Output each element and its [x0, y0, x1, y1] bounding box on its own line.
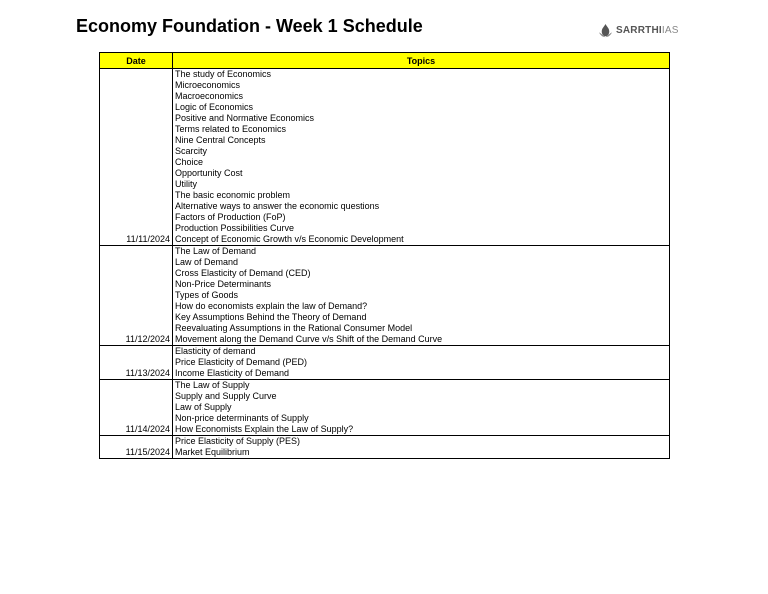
topic-item: Factors of Production (FoP) [175, 212, 286, 222]
topic-item: Income Elasticity of Demand [175, 368, 290, 378]
topic-item: Macroeconomics [175, 91, 244, 101]
column-header-date: Date [100, 53, 173, 69]
topic-item: Nine Central Concepts [175, 135, 266, 145]
topic-item: Price Elasticity of Supply (PES) [175, 436, 301, 446]
logo-text-accent: IAS [661, 25, 679, 36]
date-cell: 11/15/2024 [100, 436, 173, 459]
topic-item: Alternative ways to answer the economic questions [175, 201, 380, 211]
topic-item: Reevaluating Assumptions in the Rational Consumer Model [175, 323, 413, 333]
topic-item: Positive and Normative Economics [175, 113, 315, 123]
topic-item: Non-price determinants of Supply [175, 413, 309, 423]
topic-item: Non-Price Determinants [175, 279, 272, 289]
topic-item: Elasticity of demand [175, 346, 256, 356]
topic-item: Law of Supply [175, 402, 232, 412]
date-cell: 11/13/2024 [100, 346, 173, 380]
topic-item: How do economists explain the law of Demand? [175, 301, 368, 311]
topic-item: The study of Economics [175, 69, 272, 79]
topic-item: Logic of Economics [175, 102, 254, 112]
topic-item: The Law of Supply [175, 380, 250, 390]
topic-item: Terms related to Economics [175, 124, 287, 134]
topic-item: Movement along the Demand Curve v/s Shift of the Demand Curve [175, 334, 443, 344]
page-title: Economy Foundation - Week 1 Schedule [76, 16, 423, 36]
topic-item: The basic economic problem [175, 190, 291, 200]
date-cell: 11/14/2024 [100, 380, 173, 436]
topics-cell [173, 346, 670, 380]
topic-item: Price Elasticity of Demand (PED) [175, 357, 308, 367]
date-cell: 11/11/2024 [100, 69, 173, 246]
table-row [100, 346, 670, 380]
topic-item: How Economists Explain the Law of Supply? [175, 424, 354, 434]
topic-item: Types of Goods [175, 290, 239, 300]
topic-item: Choice [175, 157, 204, 167]
table-row [100, 380, 670, 436]
topic-item: Market Equilibrium [175, 447, 250, 457]
topic-item: Utility [175, 179, 197, 189]
topic-item: The Law of Demand [175, 246, 257, 256]
logo-text [616, 25, 679, 36]
topic-item: Law of Demand [175, 257, 239, 267]
table-header-row [100, 53, 670, 69]
table-row [100, 246, 670, 346]
table-row [100, 436, 670, 459]
date-cell: 11/12/2024 [100, 246, 173, 346]
topic-item: Key Assumptions Behind the Theory of Demand [175, 312, 367, 322]
topics-cell [173, 436, 670, 459]
topics-cell [173, 246, 670, 346]
brand-logo [598, 23, 679, 38]
topics-cell [173, 69, 670, 246]
schedule-body [100, 69, 670, 459]
flame-drop-icon [598, 23, 613, 38]
column-header-topics: Topics [173, 53, 670, 69]
topic-item: Concept of Economic Growth v/s Economic Development [175, 234, 404, 244]
schedule-table [99, 52, 670, 459]
topic-item: Microeconomics [175, 80, 241, 90]
topics-cell [173, 380, 670, 436]
topic-item: Scarcity [175, 146, 208, 156]
topic-item: Cross Elasticity of Demand (CED) [175, 268, 311, 278]
topic-item: Opportunity Cost [175, 168, 243, 178]
logo-text-main: SARRTHI [616, 25, 662, 36]
topic-item: Production Possibilities Curve [175, 223, 295, 233]
table-row [100, 69, 670, 246]
topic-item: Supply and Supply Curve [175, 391, 277, 401]
